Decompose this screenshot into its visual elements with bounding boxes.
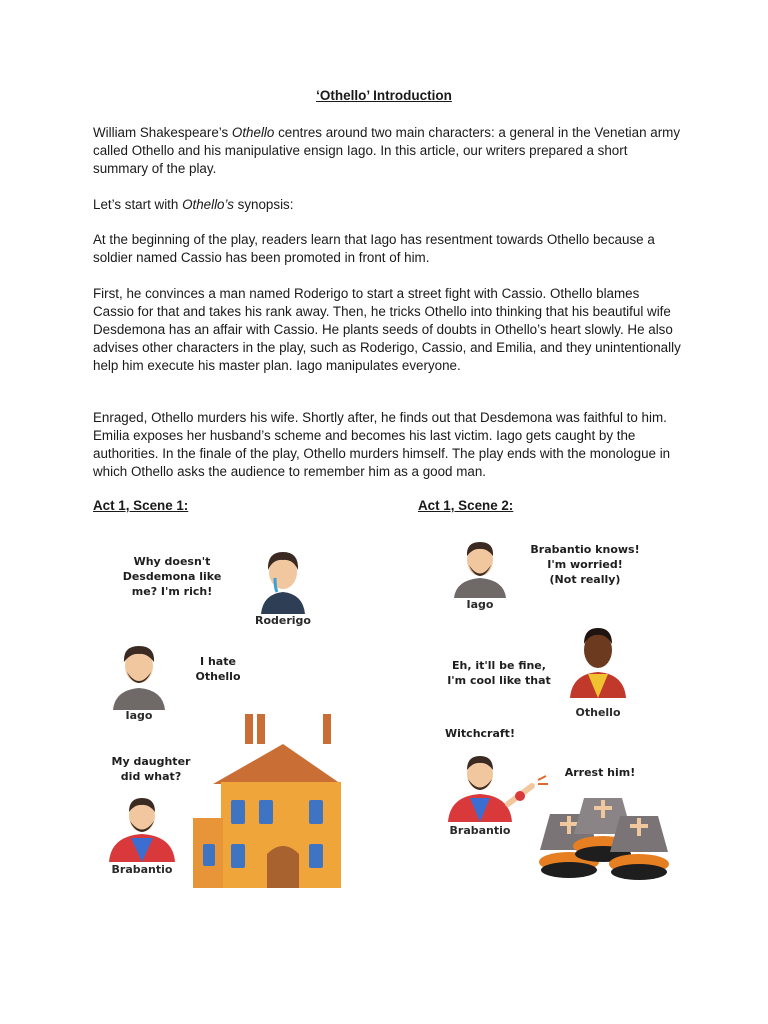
paragraph-beginning: At the beginning of the play, readers learn that Iago has resentment towards Othello because a soldier named Cassio has been promoted in front of him. — [93, 232, 655, 265]
intro-paragraph — [93, 124, 683, 178]
scene1-illustration — [93, 528, 343, 888]
synopsis-text-2: synopsis: — [233, 197, 294, 212]
intro-text-2: centres around two main characters: a general in the Venetian army called Othello and his manipulative ensign Iago. In this article, our writers prepared a short summary of the play. — [93, 125, 681, 176]
iago-cool-speech — [444, 658, 554, 688]
speech-line: I hate — [200, 655, 236, 668]
roderigo-name: Roderigo — [255, 614, 311, 627]
synopsis-play-title: Othello’s — [182, 197, 234, 212]
document-title: ‘Othello’ Introduction — [316, 88, 452, 103]
guards-figure — [530, 790, 680, 886]
brabantio-knows-speech — [522, 542, 648, 587]
othello-name: Othello — [575, 706, 621, 719]
speech-line: I'm worried! — [547, 558, 623, 571]
iago-name: Iago — [125, 709, 153, 722]
iago-figure — [107, 638, 171, 710]
iago-figure — [448, 536, 512, 598]
brabantio-figure — [107, 794, 177, 862]
speech-line: Brabantio knows! — [530, 543, 640, 556]
synopsis-text-1: Let’s start with — [93, 197, 183, 212]
paragraph-plot: First, he convinces a man named Roderigo to start a street fight with Cassio. Othello blames Cassio for that and takes his rank away. Then, he tricks Othello into thinking that his beautiful wife Desdemona has an affair with Cassio. He plants seeds of doubts in Othello’s heart slowly. He also advises other characters in the play, such as Roderigo, Cassio, and Emilia, and they unintentionally help him execute his master plan. Iago manipulates everyone. — [93, 286, 681, 373]
roderigo-speech — [107, 554, 237, 599]
brabantio-speech — [103, 754, 199, 784]
speech-line: (Not really) — [549, 573, 621, 586]
synopsis-lead — [93, 196, 683, 214]
house-icon — [193, 714, 341, 888]
intro-text-1: William Shakespeare’s — [93, 125, 232, 140]
intro-play-title: Othello — [231, 125, 275, 140]
witchcraft-speech: Witchcraft! — [445, 727, 515, 740]
act1-scene2-heading: Act 1, Scene 2: — [418, 498, 514, 513]
iago-name: Iago — [466, 598, 494, 611]
scene2-illustration — [430, 528, 680, 888]
arrest-speech: Arrest him! — [564, 766, 636, 779]
paragraph-ending: Enraged, Othello murders his wife. Shortly after, he finds out that Desdemona was faithful to him. Emilia exposes her husband’s scheme and becomes his last victim. Iago gets caught by the authorities. In the finale of the play, Othello murders himself. The play ends with the monologue in which Othello asks the audience to remember him as a good man. — [93, 410, 671, 479]
brabantio-name: Brabantio — [449, 824, 511, 837]
othello-figure — [566, 622, 630, 698]
speech-line: Eh, it'll be fine, — [452, 659, 546, 672]
speech-line: I'm cool like that — [447, 674, 551, 687]
speech-line: Desdemona like — [122, 570, 222, 583]
iago-speech — [185, 654, 251, 684]
brabantio-name: Brabantio — [111, 863, 173, 876]
speech-line: Othello — [195, 670, 241, 683]
roderigo-figure — [253, 544, 313, 614]
speech-line: me? I'm rich! — [131, 585, 213, 598]
speech-line: My daughter — [111, 755, 191, 768]
speech-line: Why doesn't — [133, 555, 211, 568]
speech-line: did what? — [120, 770, 182, 783]
act1-scene1-heading: Act 1, Scene 1: — [93, 498, 189, 513]
